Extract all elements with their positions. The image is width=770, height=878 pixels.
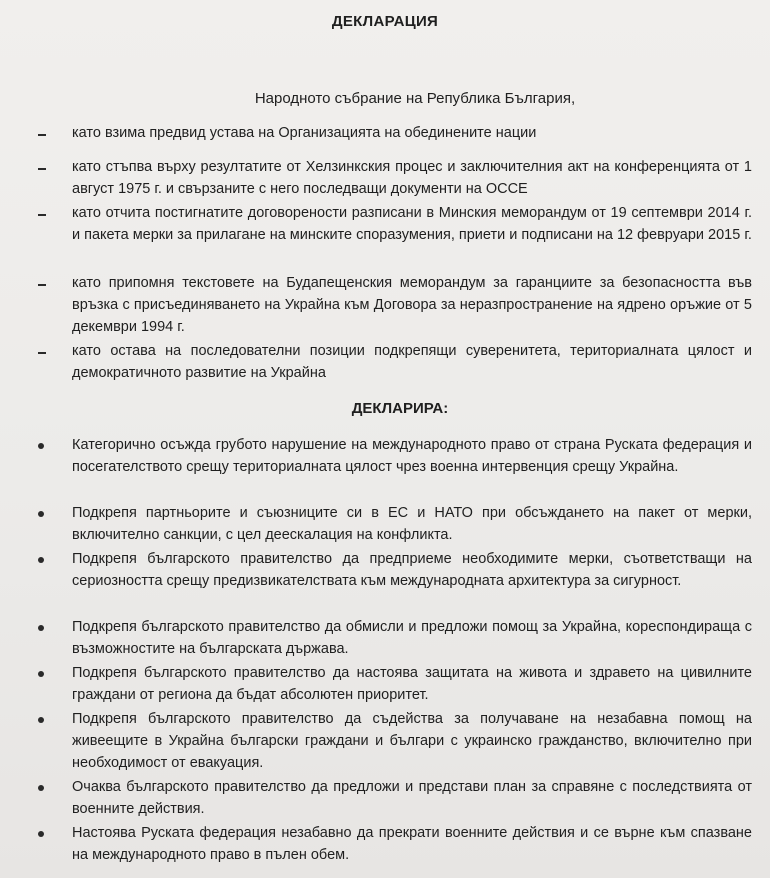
- bullet-marker: [38, 502, 44, 517]
- declaration-item: Подкрепя българското правителство да съдейства за получаване на незабавна помощ на живеещите в Украйна български граждани и българи с украинско гражданство, включително при необходимост от евакуация.: [72, 711, 752, 771]
- dash-marker: [38, 272, 46, 286]
- dash-marker: [38, 156, 46, 170]
- dash-marker: [38, 122, 46, 136]
- preamble-item: като взима предвид устава на Организацията на обединените нации: [72, 125, 537, 141]
- declaration-item: Подкрепя българското правителство да обмисли и предложи помощ за Украйна, кореспондираща с възможностите на българската държава.: [72, 619, 752, 657]
- declaration-item: Подкрепя партньорите и съюзниците си в ЕС и НАТО при обсъждането на пакет от мерки, включително санкции, с цел деескалация на конфликта.: [72, 505, 752, 543]
- bullet-marker: [38, 776, 44, 791]
- preamble-item: като стъпва върху резултатите от Хелзинкския процес и заключителния акт на конференцията от 1 август 1975 г. и свързаните с него последващи документи на ОССЕ: [72, 159, 752, 197]
- preamble-item: като отчита постигнатите договорености разписани в Минския меморандум от 19 септември 2014 г. и пакета мерки за прилагане на минските споразумения, приети и подписани на 12 февруари 2015 г.: [72, 205, 752, 243]
- bullet-marker: [38, 616, 44, 631]
- addressee-line: Народното събрание на Република България,: [254, 90, 576, 107]
- dash-marker: [38, 202, 46, 216]
- declaration-item: Подкрепя българското правителство да настоява защитата на живота и здравето на цивилните граждани от региона да бъдат абсолютен приоритет.: [72, 665, 752, 703]
- declaration-item: Настоява Руската федерация незабавно да прекрати военните действия и се върне към спазване на международното право в пълен обем.: [72, 825, 752, 863]
- bullet-marker: [38, 662, 44, 677]
- declaration-item: Подкрепя българското правителство да предприеме необходимите мерки, съответстващи на сериозността срещу предизвикателствата към международната архитектура за сигурност.: [72, 551, 752, 589]
- document-title: ДЕКЛАРАЦИЯ: [331, 13, 439, 30]
- bullet-marker: [38, 708, 44, 723]
- preamble-item: като остава на последователни позиции подкрепящи суверенитета, териториалната цялост и демократичното развитие на Украйна: [72, 343, 752, 381]
- dash-marker: [38, 340, 46, 354]
- section-heading: ДЕКЛАРИРА:: [351, 400, 449, 417]
- declaration-item: Очаква българското правителство да предложи и представи план за справяне с последствията от военните действия.: [72, 779, 752, 817]
- preamble-item: като припомня текстовете на Будапещенския меморандум за гаранциите за безопасността във връзка с присъединяването на Украйна към Договора за неразпространение на ядрено оръжие от 5 декември 1994 г.: [72, 275, 752, 335]
- bullet-marker: [38, 434, 44, 449]
- bullet-marker: [38, 822, 44, 837]
- declaration-item: Категорично осъжда грубото нарушение на международното право от страна Руската федерация и посегателството срещу териториалната цялост чрез военна интервенция срещу Украйна.: [72, 437, 752, 475]
- bullet-marker: [38, 548, 44, 563]
